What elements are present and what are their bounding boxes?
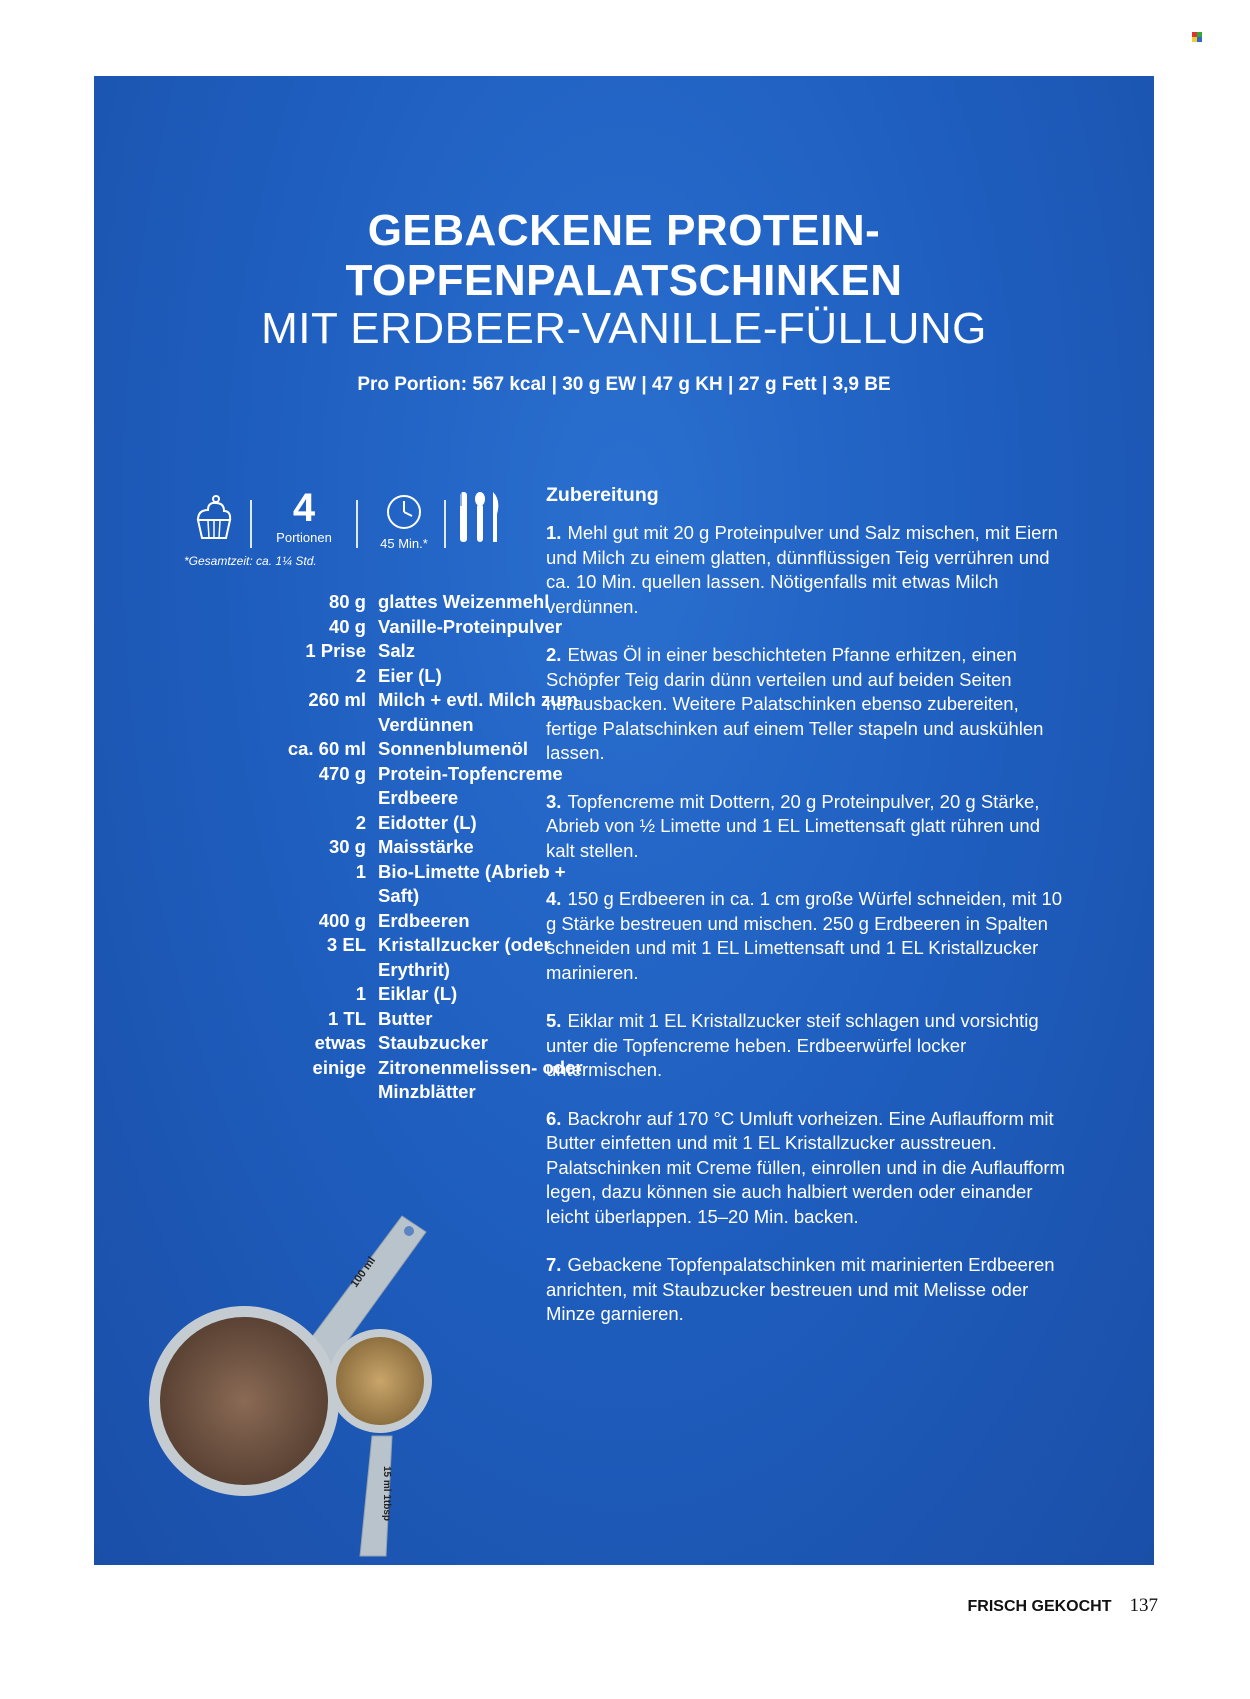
ingredient-quantity: 1 [355, 860, 366, 882]
ingredient-name: Staubzucker [378, 1032, 489, 1053]
small-scoop-label: 15 ml 1tbsp [381, 1466, 392, 1522]
ingredient-row [174, 615, 593, 640]
page-number: 137 [1129, 1595, 1158, 1616]
ingredient-name: Milch + evtl. Milch zum Verdünnen [378, 689, 578, 735]
measuring-scoops-photo [134, 1136, 494, 1565]
ingredient-name: Eier (L) [378, 664, 442, 686]
light-powder [336, 1337, 424, 1425]
ingredient-quantity: 40 g [328, 615, 366, 637]
ingredient-quantity: 2 [355, 811, 366, 833]
page-footer [968, 1595, 1159, 1617]
ingredient-quantity: 400 g [318, 909, 366, 931]
step-number: 5. [546, 1010, 562, 1031]
ingredient-row [174, 688, 593, 737]
ingredient-row [174, 860, 593, 909]
ingredient-row [174, 982, 593, 1007]
preparation-step [546, 887, 1066, 985]
large-scoop-label: 100 ml [348, 1254, 379, 1290]
ingredient-name: Kristallzucker (oder Erythrit) [378, 934, 551, 980]
ingredient-row [174, 909, 593, 934]
ingredient-quantity: 1 TL [327, 1007, 366, 1029]
preparation-step [546, 521, 1066, 619]
preparation-step [546, 643, 1066, 766]
preparation-step [546, 790, 1066, 864]
ingredient-row [174, 835, 593, 860]
recipe-title-line-2: TOPFENPALATSCHINKEN [345, 256, 903, 305]
preparation-step [546, 1253, 1066, 1327]
ingredient-row [174, 639, 593, 664]
ingredient-name: glattes Weizenmehl [378, 591, 550, 612]
ingredient-quantity: 260 ml [308, 689, 366, 710]
ingredient-row [174, 737, 593, 762]
portions-number: 4 [292, 486, 316, 530]
step-number: 6. [546, 1107, 562, 1129]
step-text: Topfencreme mit Dottern, 20 g Proteinpulver, 20 g Stärke, Abrieb von ½ Limette und 1 EL Limettensaft glatt rühren und kalt stellen. [546, 790, 1040, 861]
ingredient-quantity: 1 [355, 983, 366, 1004]
ingredient-row [174, 762, 593, 811]
ingredient-row [174, 811, 593, 836]
step-text: Etwas Öl in einer beschichteten Pfanne erhitzen, einen Schöpfer Teig darin dünn verteilen und auf beiden Seiten herausbacken. Weitere Palatschinken ebenso zubereiten, fertige Palatschinken auf einem Teller stapeln und auskühlen lassen. [546, 644, 1044, 763]
cupcake-icon [194, 494, 234, 544]
time-label: 45 Min.* [380, 536, 428, 551]
steps-title: Zubereitung [546, 484, 659, 506]
ingredient-row [174, 933, 593, 982]
ingredient-row [174, 1031, 593, 1056]
step-text: Gebackene Topfenpalatschinken mit marinierten Erdbeeren anrichten, mit Staubzucker bestreuen und mit Melisse oder Minze garnieren. [546, 1254, 1055, 1324]
ingredient-quantity: etwas [314, 1032, 366, 1053]
ingredient-quantity: einige [312, 1056, 366, 1078]
cocoa-powder [160, 1317, 328, 1485]
preparation-steps [546, 484, 1066, 1351]
ingredient-list [174, 590, 593, 1105]
ingredient-quantity: 1 Prise [305, 640, 366, 661]
ingredient-row [174, 590, 593, 615]
ingredient-name: Zitronenmelissen- oder Minzblätter [378, 1056, 583, 1102]
meta-divider [444, 500, 446, 548]
preparation-step [546, 1009, 1066, 1083]
ingredient-quantity: 470 g [318, 762, 366, 784]
step-text: Backrohr auf 170 °C Umluft vorheizen. Eine Auflaufform mit Butter einfetten und mit 1 EL Kristallzucker ausstreuen. Palatschinken mit Creme füllen, einrollen und in die Auflaufform legen, dazu können sie auch halbiert werden oder einander leicht überlappen. 15–20 Min. backen. [546, 1107, 1065, 1227]
ingredient-row [174, 1007, 593, 1032]
ingredient-name: Salz [378, 640, 416, 661]
ingredient-quantity: ca. 60 ml [287, 738, 366, 759]
ingredient-name: Protein-Topfencreme Erdbeere [378, 762, 563, 808]
ingredient-quantity: 3 EL [326, 934, 366, 955]
step-text: 150 g Erdbeeren in ca. 1 cm große Würfel schneiden, mit 10 g Stärke bestreuen und mischen. 250 g Erdbeeren in Spalten schneiden und mit 1 EL Limettensaft und 1 EL Kristallzucker marinieren. [546, 888, 1063, 983]
ingredient-name: Bio-Limette (Abrieb + Saft) [378, 860, 566, 906]
ingredient-row [174, 1056, 593, 1105]
ingredient-quantity: 30 g [328, 836, 366, 857]
step-number: 7. [546, 1254, 562, 1275]
ingredient-quantity: 80 g [328, 591, 366, 612]
meta-divider [356, 500, 358, 548]
step-text: Eiklar mit 1 EL Kristallzucker steif schlagen und vorsichtig unter die Topfencreme heben. Erdbeerwürfel locker untermischen. [546, 1010, 1039, 1080]
recipe-title-line-1: GEBACKENE PROTEIN- [367, 206, 881, 255]
ingredient-name: Erdbeeren [378, 909, 470, 931]
step-number: 4. [546, 888, 562, 909]
recipe-panel [94, 76, 1154, 1565]
ingredient-name: Butter [378, 1007, 433, 1029]
corner-color-mark [1192, 32, 1202, 42]
nutrition-info: Pro Portion: 567 kcal | 30 g EW | 47 g KH | 27 g Fett | 3,9 BE [357, 374, 891, 395]
meta-divider [250, 500, 252, 548]
section-label: FRISCH GEKOCHT [967, 1598, 1112, 1615]
cutlery-icon [456, 490, 506, 546]
step-number: 2. [546, 644, 562, 665]
preparation-step [546, 1107, 1066, 1230]
ingredient-name: Eidotter (L) [378, 811, 477, 833]
ingredient-name: Sonnenblumenöl [378, 738, 529, 759]
clock-icon [384, 492, 424, 532]
time-footnote: *Gesamtzeit: ca. 1¼ Std. [184, 554, 317, 568]
ingredient-quantity: 2 [355, 664, 366, 686]
ingredient-name: Maisstärke [378, 836, 474, 857]
step-text: Mehl gut mit 20 g Proteinpulver und Salz mischen, mit Eiern und Milch zu einem glatten, dünnflüssigen Teig verrühren und ca. 10 Min. quellen lassen. Nötigenfalls mit etwas Milch verdünnen. [546, 522, 1058, 617]
ingredient-name: Eiklar (L) [378, 983, 458, 1004]
portions-label: Portionen [276, 530, 332, 545]
recipe-subtitle: MIT ERDBEER-VANILLE-FÜLLUNG [261, 304, 987, 353]
step-number: 1. [546, 522, 562, 543]
ingredient-name: Vanille-Proteinpulver [378, 615, 563, 637]
ingredient-row [174, 664, 593, 689]
step-number: 3. [546, 790, 562, 812]
